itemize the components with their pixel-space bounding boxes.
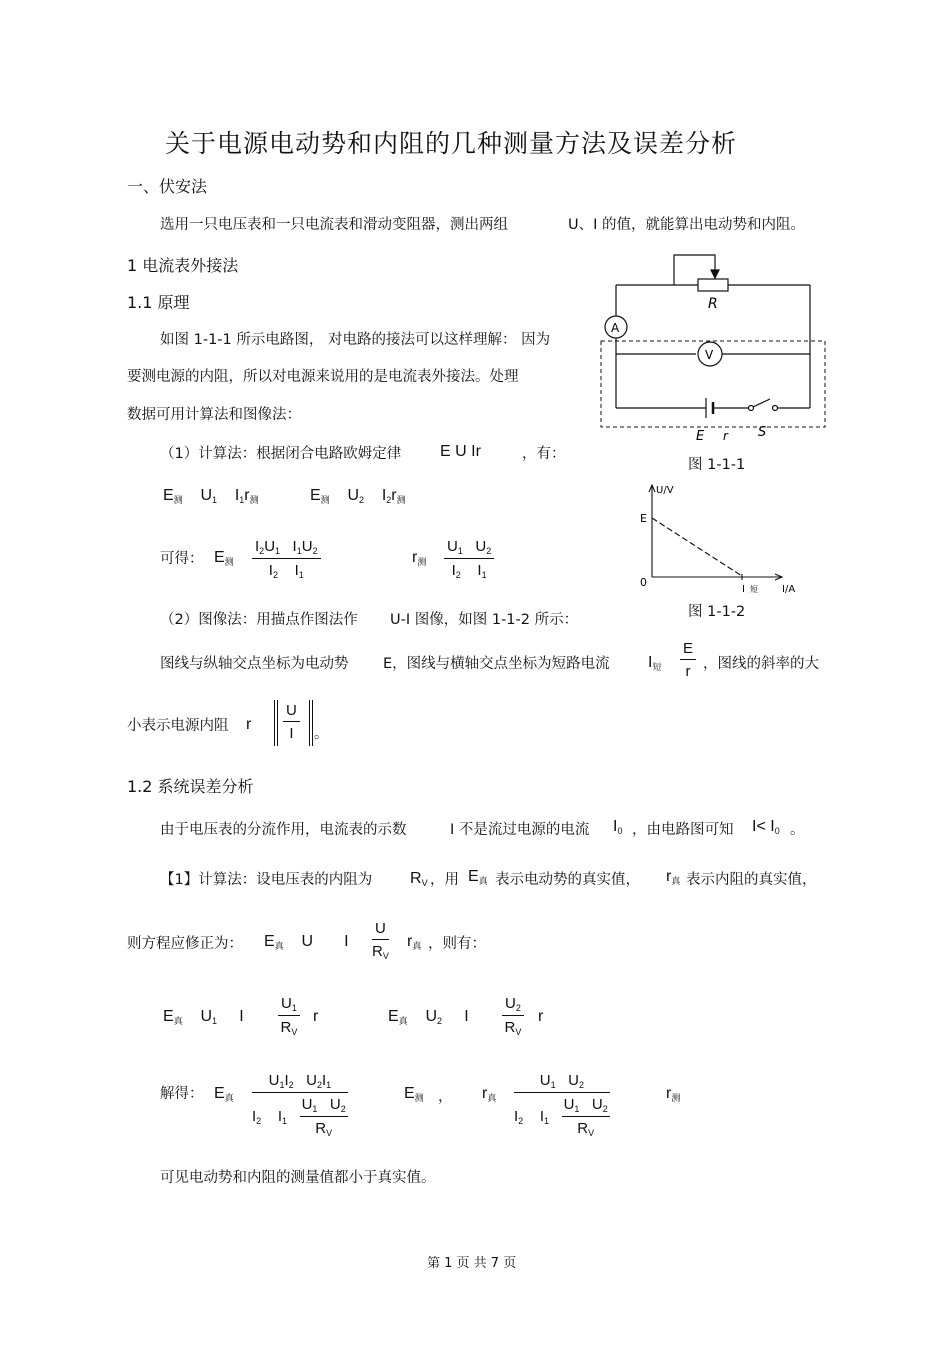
error-paragraph: 。 bbox=[790, 822, 805, 838]
graph-paragraph: ，图线的斜率的大 bbox=[703, 656, 819, 672]
graph-paragraph: 小表示电源内阻 bbox=[127, 718, 229, 734]
r-measured: $r_测$ bbox=[412, 549, 427, 567]
paragraph: 数据可用计算法和图像法： bbox=[127, 407, 301, 423]
period: 。 bbox=[314, 726, 329, 742]
then-text: ，则有： bbox=[428, 936, 486, 952]
y-axis-label: U/V bbox=[656, 485, 674, 496]
graph-paragraph: 图线与纵轴交点坐标为电动势 bbox=[160, 656, 349, 672]
ohm-law-equation: E U Ir bbox=[440, 443, 481, 460]
corrected-equation-1: $E_真$ $U_1$ I bbox=[163, 1008, 244, 1026]
fraction-r-measured: $\frac{U_1 U_2}{I_2 I_1}$ bbox=[444, 538, 494, 580]
figure-caption: 图 1-1-1 bbox=[688, 457, 746, 473]
e-measured: $E_测$ bbox=[404, 1085, 424, 1103]
internal-r-label: r bbox=[723, 429, 728, 443]
equation-2: $E_测$ $U_2$ $I_2r_测$ bbox=[310, 487, 406, 505]
fraction-u1-over-rv: $\frac{U_1}{R_V}$ bbox=[278, 995, 300, 1037]
abs-bar-left bbox=[274, 700, 275, 746]
subsection-heading: 1 电流表外接法 bbox=[127, 256, 239, 275]
figure-caption: 图 1-1-2 bbox=[688, 604, 746, 620]
fraction-du-di: $\frac{U}{I}$ bbox=[283, 702, 300, 742]
resistor-label: R bbox=[708, 296, 718, 312]
corrected-equation-2: $E_真$ $U_2$ I bbox=[388, 1008, 469, 1026]
short-circuit-label: I bbox=[742, 584, 745, 595]
calc-have: ，有： bbox=[522, 446, 566, 462]
rv-symbol: $R_V$ bbox=[410, 870, 428, 888]
origin-label: 0 bbox=[640, 576, 647, 589]
calc-method-text: 表示电动势的真实值， bbox=[495, 872, 640, 888]
calc-label: （1）计算法：根据闭合电路欧姆定律 bbox=[160, 446, 402, 462]
r-true-symbol: $r_真$ bbox=[666, 868, 681, 886]
ammeter-label: A bbox=[611, 321, 620, 335]
e-measured: $E_测$ bbox=[214, 549, 234, 567]
emf-label: E bbox=[696, 429, 705, 444]
fraction-e-measured: $\frac{I_2U_1 I_1U_2}{I_2 I_1}$ bbox=[252, 538, 321, 580]
error-paragraph: I 不是流过电源的电流 bbox=[450, 822, 590, 838]
fraction-u-over-rv: $\frac{U}{R_V}$ bbox=[372, 920, 389, 961]
e-intercept-label: E bbox=[640, 512, 647, 525]
r-symbol: r bbox=[313, 1008, 319, 1025]
r-symbol: r bbox=[246, 716, 252, 733]
subsection-heading: 1.1 原理 bbox=[127, 293, 190, 312]
page-footer: 第 1 页 共 7 页 bbox=[427, 1256, 517, 1271]
error-paragraph: ，由电路图可知 bbox=[632, 822, 734, 838]
abs-bar-right bbox=[309, 700, 310, 746]
subsection-heading: 1.2 系统误差分析 bbox=[127, 777, 254, 796]
i-short: $I_短$ bbox=[648, 654, 662, 672]
paragraph: 如图 1-1-1 所示电路图， 对电路的接法可以这样理解： 因为 bbox=[160, 332, 551, 348]
correction-label: 则方程应修正为： bbox=[127, 936, 243, 952]
r-true-symbol: $r_真$ bbox=[407, 933, 422, 951]
graph-label-2: U-I 图像，如图 1-1-2 所示： bbox=[390, 612, 579, 628]
i0-symbol: $I_0$ bbox=[613, 818, 623, 836]
corrected-equation: $E_真$ U I bbox=[264, 933, 349, 951]
intro-text: 选用一只电压表和一只电流表和滑动变阻器，测出两组 bbox=[160, 217, 508, 233]
kede-label: 可得： bbox=[160, 551, 204, 567]
error-paragraph: 由于电压表的分流作用，电流表的示数 bbox=[160, 822, 407, 838]
graph-paragraph: E，图线与横轴交点坐标为短路电流 bbox=[383, 656, 610, 672]
conclusion: 可见电动势和内阻的测量值都小于真实值。 bbox=[160, 1170, 436, 1186]
graph-label: （2）图像法：用描点作图法作 bbox=[160, 612, 358, 628]
solve-label: 解得： bbox=[160, 1086, 204, 1102]
switch-label: S bbox=[758, 425, 767, 440]
i-less-i0: $I< I_0$ bbox=[752, 818, 780, 836]
fraction-r-true: $U_1$ $U_2$ $I_2$ $I_1$ $\frac{U_1 U_2}{R_V}$ bbox=[514, 1072, 608, 1138]
e-true-symbol: $E_真$ bbox=[214, 1085, 234, 1103]
e-true-symbol: $E_真$ bbox=[468, 868, 488, 886]
voltmeter-label: V bbox=[705, 348, 714, 362]
r-measured: $r_测$ bbox=[666, 1085, 681, 1103]
fraction-u2-over-rv: $\frac{U_2}{R_V}$ bbox=[502, 995, 524, 1037]
fraction-e-over-r: $\frac{E}{r}$ bbox=[680, 640, 696, 680]
section-heading: 一、伏安法 bbox=[127, 177, 208, 196]
intro-vars: U、I 的值，就能算出电动势和内阻。 bbox=[568, 217, 805, 233]
short-circuit-sub: 短 bbox=[750, 585, 758, 594]
paragraph: 要测电源的内阻，所以对电源来说用的是电流表外接法。处理 bbox=[127, 369, 519, 385]
calc-method-text: 表示内阻的真实值， bbox=[686, 872, 817, 888]
u-i-graph bbox=[632, 480, 812, 598]
r-true-symbol: $r_真$ bbox=[482, 1085, 497, 1103]
circuit-diagram bbox=[598, 250, 830, 450]
equation-1: $E_测$ $U_1$ $I_1r_测$ bbox=[163, 487, 259, 505]
fraction-e-true: $U_1I_2$ $U_2I_1$ $I_2$ $I_1$ $\frac{U_1 U_2}{R_V}$ bbox=[252, 1072, 346, 1138]
abs-bar-left bbox=[277, 700, 278, 746]
x-axis-label: I/A bbox=[782, 584, 796, 595]
r-symbol: r bbox=[538, 1008, 544, 1025]
page-title: 关于电源电动势和内阻的几种测量方法及误差分析 bbox=[165, 129, 738, 158]
comma: ， bbox=[438, 1089, 453, 1105]
calc-method-text: ，用 bbox=[430, 872, 459, 888]
abs-bar-right bbox=[312, 700, 313, 746]
calc-method-label: 【1】计算法：设电压表的内阻为 bbox=[160, 872, 373, 888]
